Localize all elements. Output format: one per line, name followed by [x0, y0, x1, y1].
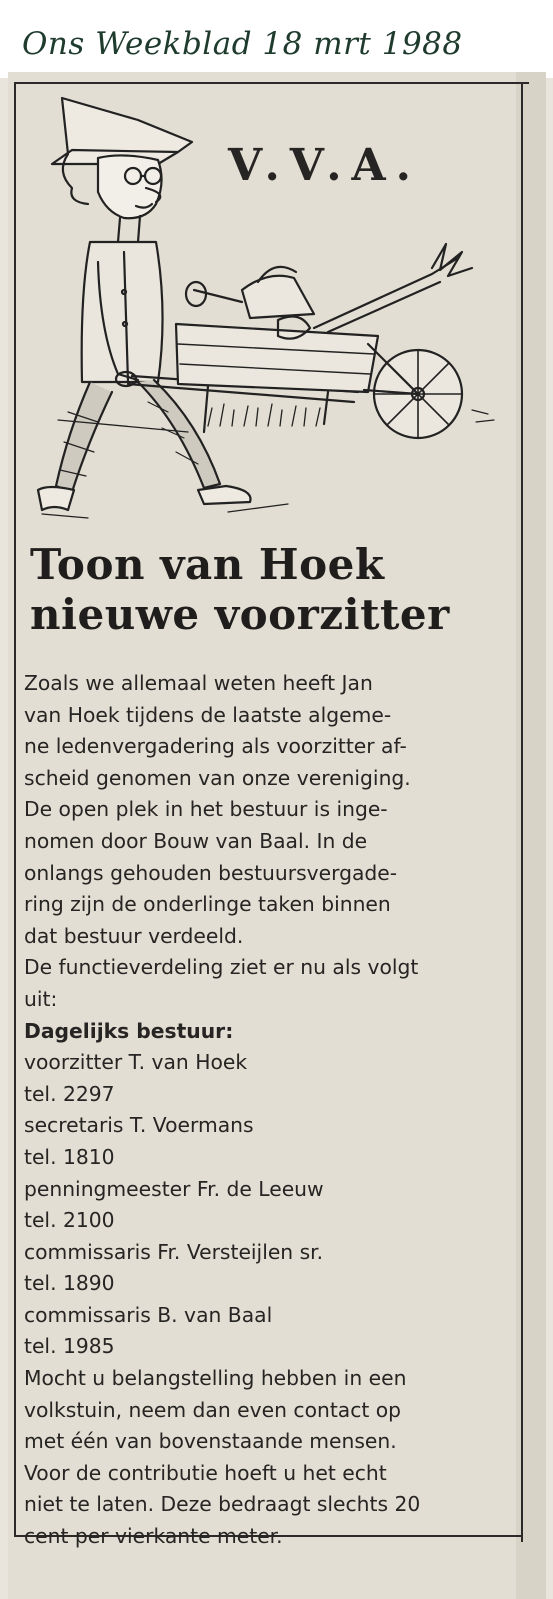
body-line: cent per vierkante meter.: [24, 1524, 283, 1549]
board-member: voorzitter T. van Hoek: [24, 1050, 248, 1075]
body-line: De functieverdeling ziet er nu als volgt: [24, 955, 419, 980]
board-member: commissaris Fr. Versteijlen sr.: [24, 1239, 324, 1264]
body-line: niet te laten. Deze bedraagt slechts 20: [24, 1492, 421, 1517]
body-line: scheid genomen van onze vereniging.: [24, 765, 411, 790]
body-line: ring zijn de onderlinge taken binnen: [24, 892, 391, 917]
body-line: met één van bovenstaande mensen.: [24, 1429, 397, 1454]
board-member: penningmeester Fr. de Leeuw: [24, 1176, 324, 1201]
body-line: onlangs gehouden bestuursvergade-: [24, 860, 398, 885]
source-caption: Ons Weekblad 18 mrt 1988: [22, 26, 463, 62]
body-line: nomen door Bouw van Baal. In de: [24, 828, 368, 853]
body-line: van Hoek tijdens de laatste algeme-: [24, 702, 392, 727]
body-line: volkstuin, neem dan even contact op: [24, 1397, 402, 1422]
caption-strip: [0, 0, 553, 78]
board-phone: tel. 1810: [24, 1144, 115, 1169]
body-line: Voor de contributie hoeft u het echt: [24, 1460, 387, 1485]
board-phone: tel. 2100: [24, 1208, 115, 1233]
left-rule: [14, 82, 16, 1537]
top-rule: [14, 82, 529, 84]
board-member: secretaris T. Voermans: [24, 1113, 254, 1138]
headline: [30, 540, 510, 640]
board-heading: Dagelijks bestuur:: [24, 1018, 234, 1043]
body-line: De open plek in het bestuur is inge-: [24, 797, 388, 822]
man-pushing-wheelbarrow-illustration: [28, 92, 498, 532]
body-line: ne ledenvergadering als voorzitter af-: [24, 734, 407, 759]
body-line: uit:: [24, 986, 58, 1011]
right-rule: [521, 82, 523, 1542]
body-line: Mocht u belangstelling hebben in een: [24, 1366, 407, 1391]
article-body: [24, 668, 504, 1553]
headline-line-2: nieuwe voorzitter: [30, 590, 450, 639]
headline-line-1: Toon van Hoek: [30, 540, 385, 589]
board-phone: tel. 1985: [24, 1334, 115, 1359]
board-phone: tel. 2297: [24, 1081, 115, 1106]
board-phone: tel. 1890: [24, 1271, 115, 1296]
body-line: Zoals we allemaal weten heeft Jan: [24, 671, 373, 695]
body-line: dat bestuur verdeeld.: [24, 923, 244, 948]
kicker-title: V.V.A.: [228, 140, 421, 191]
board-member: commissaris B. van Baal: [24, 1302, 273, 1327]
